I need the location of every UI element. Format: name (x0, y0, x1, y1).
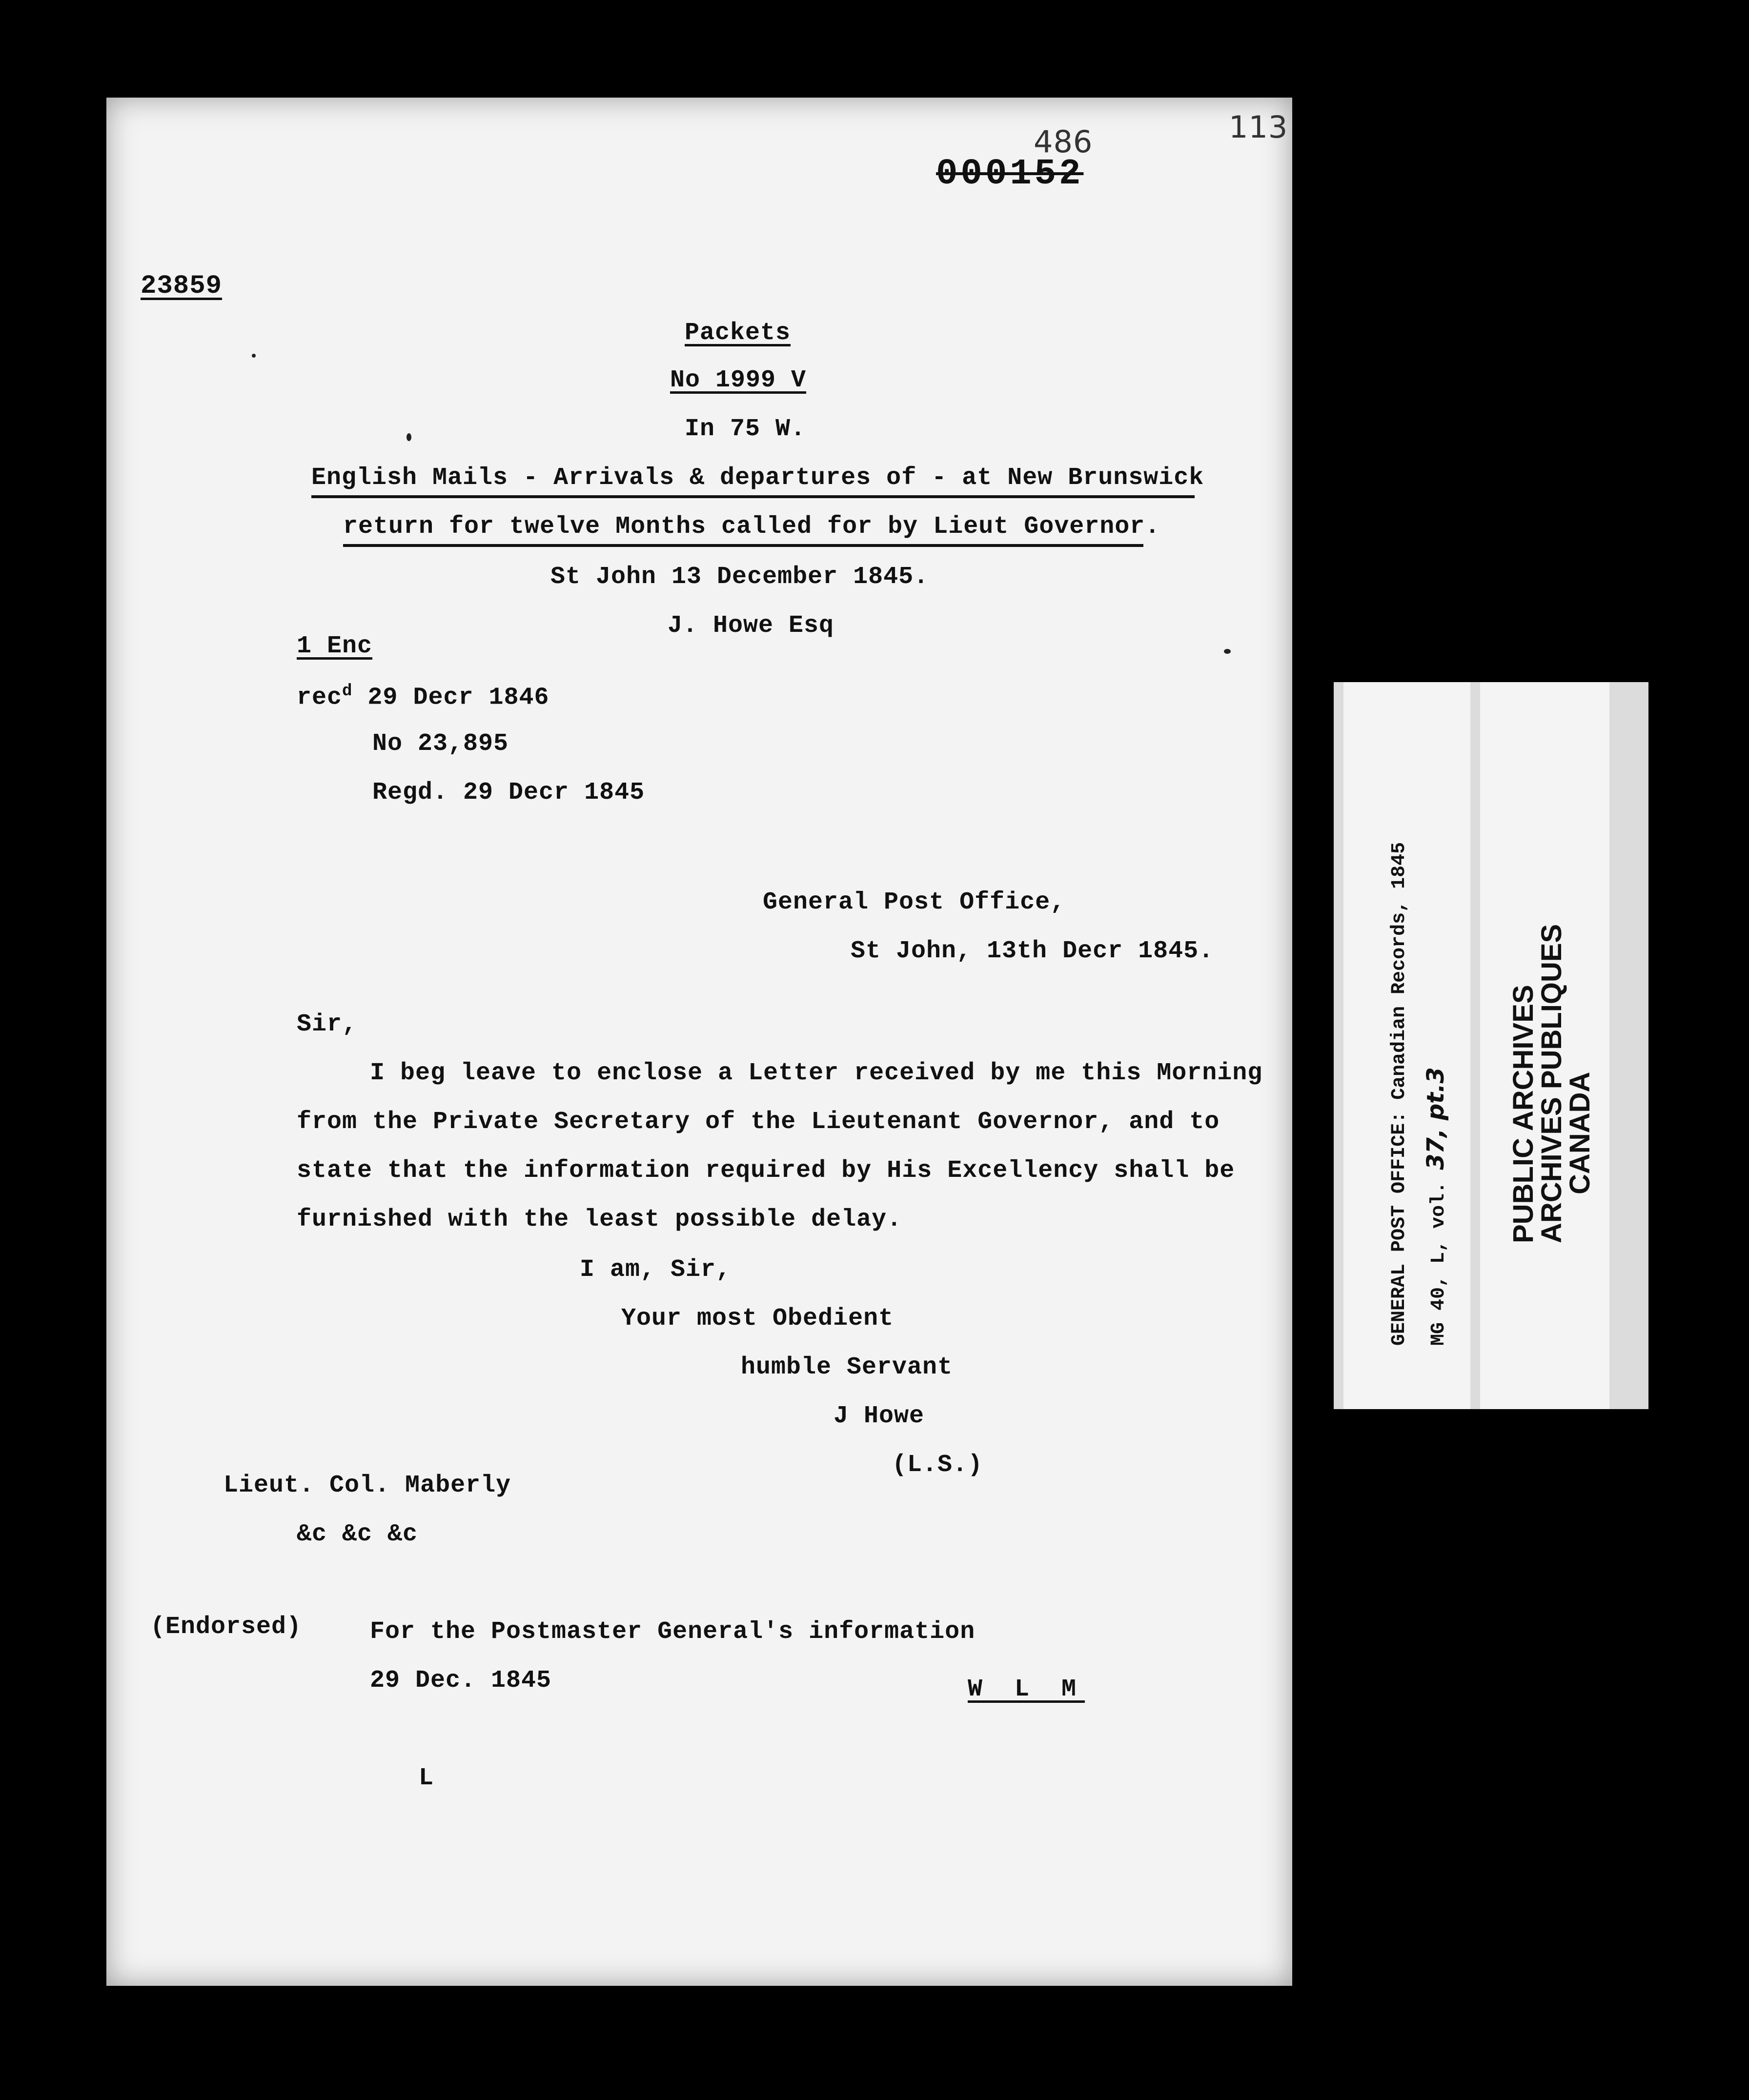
archive-label (1334, 682, 1648, 1409)
letter-office: General Post Office, (763, 888, 1066, 916)
place-date: St John 13 December 1845. (550, 563, 929, 591)
file-number: 23859 (141, 271, 223, 301)
handwritten-number: 486 (1034, 124, 1093, 160)
received-sup: d (342, 682, 353, 701)
label-record-text: GENERAL POST OFFICE: Canadian Records, 1845 (1388, 842, 1410, 1346)
stamp-line-3: CANADA (1564, 1071, 1596, 1194)
subject-line-2: return for twelve Months called for by Lieut Governor. (343, 513, 1160, 541)
endorsement-initials: W L M (968, 1676, 1085, 1703)
corner-number: 113 (1229, 109, 1288, 145)
closing-2: Your most Obedient (621, 1305, 894, 1333)
registry-number: No 23,895 (372, 730, 509, 758)
signature: J Howe (834, 1402, 925, 1430)
salutation: Sir, (297, 1010, 358, 1038)
seal: (L.S.) (892, 1451, 983, 1479)
letter-dateline: St John, 13th Decr 1845. (851, 937, 1214, 965)
heading-number: No 1999 V (670, 366, 807, 394)
received-line (297, 683, 549, 710)
from-line: J. Howe Esq (668, 612, 834, 640)
ink-speck (407, 433, 411, 441)
closing-3: humble Servant (741, 1353, 953, 1381)
body-line-1: I beg leave to enclose a Letter received by me this Morning (370, 1059, 1263, 1087)
subject-rule-2 (343, 544, 1143, 547)
subject-line-1: English Mails - Arrivals & departures of - at New Brunswick (311, 464, 1204, 492)
ink-speck (252, 354, 256, 358)
received-date: 29 Decr 1846 (352, 684, 549, 712)
label-record-line (1390, 842, 1409, 1346)
endorsement-letter: L (419, 1764, 434, 1792)
enclosure-note: 1 Enc (297, 632, 373, 660)
label-volume-hand: 37, pt.3 (1422, 1067, 1449, 1170)
closing-1: I am, Sir, (580, 1256, 732, 1284)
endorsement-text: For the Postmaster General's information (370, 1618, 976, 1646)
subject-rule-1 (311, 495, 1195, 498)
struck-number: 000152 (936, 154, 1084, 195)
heading-packets: Packets (685, 319, 791, 347)
document-page (106, 98, 1292, 1986)
body-line-3: state that the information required by His Excellency shall be (297, 1157, 1235, 1185)
addressee: Lieut. Col. Maberly (224, 1472, 511, 1499)
stamp-line-2: ARCHIVES PUBLIQUES (1536, 924, 1567, 1243)
ink-speck (1224, 649, 1231, 654)
label-volume-prefix: MG 40, L, vol. (1428, 1181, 1450, 1346)
stamp-line-1: PUBLIC ARCHIVES (1507, 985, 1539, 1243)
body-line-2: from the Private Secretary of the Lieutenant Governor, and to (297, 1108, 1220, 1136)
heading-in: In 75 W. (685, 415, 806, 443)
received-prefix: rec (297, 684, 343, 712)
registered-date: Regd. 29 Decr 1845 (372, 779, 645, 807)
label-volume-line (1424, 1067, 1449, 1346)
addressee-etc: &c &c &c (297, 1520, 418, 1548)
endorsement-date: 29 Dec. 1845 (370, 1667, 552, 1695)
body-line-4: furnished with the least possible delay. (297, 1206, 902, 1233)
endorsed-label: (Endorsed) (150, 1613, 302, 1641)
